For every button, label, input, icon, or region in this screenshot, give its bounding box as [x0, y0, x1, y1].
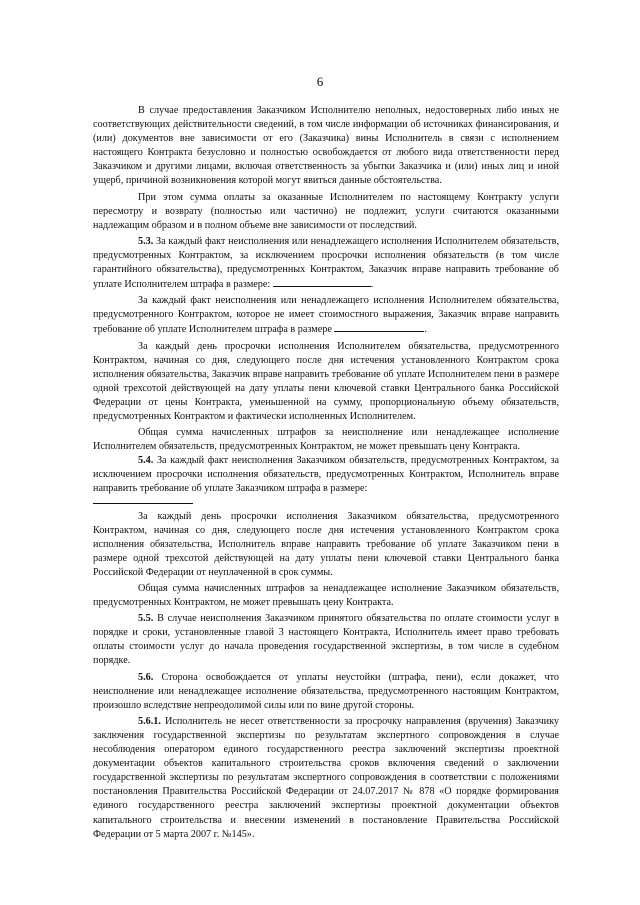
clause-number: 5.6.	[138, 671, 154, 683]
paragraph-text: В случае неисполнения Заказчиком принятого обязательства по оплате стоимости услуг в порядке и сроки, установленные главой 3 настоящего Контракта, Исполнитель имеет право требовать оплаты стоимости услуг до начала проведения государственной экспертизы, в том числе в судебном порядке.	[93, 613, 559, 667]
page-number: 6	[316, 74, 324, 89]
fill-in-blank	[273, 277, 371, 287]
paragraph-text: Исполнитель не несет ответственности за просрочку направления (вручения) Заказчику заключения государственной экспертизы по результатам экспертного сопровождения в случае несоблюдения оператором единого государственного реестра заключений экспертизы проектной документации объектов капитального строительства сроков включения сведений о заключении государственной экспертизы по результатам экспертного сопровождения в соответствии с положениями постановления Правительства Российской Федерации от 24.07.2017 № 878 «О порядке формирования единого государственного реестра заключений экспертизы проектной документации объектов капитального строительства и внесении изменений в постановление Правительства Российской Федерации от 5 марта 2007 г. №145».	[93, 715, 559, 840]
paragraph-text: За каждый день просрочки исполнения Заказчиком обязательства, предусмотренного Контрактом, начиная со дня, следующего после дня истечения установленного Контрактом срока исполнения обязательства, Исполнитель вправе направить требование об уплате Заказчиком пени в размере одной трехсотой действующей на дату уплаты пени ключевой ставки Центрального банка Российской Федерации от неуплаченной в срок суммы.	[93, 510, 559, 578]
paragraph	[93, 294, 559, 337]
paragraph-text: За каждый факт неисполнения Заказчиком обязательств, предусмотренных Контрактом, за исключением просрочки исполнения обязательств, предусмотренных Контрактом, Исполнитель вправе направить требование об уплате Заказчиком штрафа в размере:	[93, 455, 559, 495]
paragraph	[93, 426, 559, 454]
paragraph-text: При этом сумма оплаты за оказанные Исполнителем по настоящему Контракту услуги пересмотру и возврату (полностью или частично) не подлежит, услуги считаются оказанными надлежащим образом и в полном объеме вне зависимости от последствий.	[93, 191, 559, 231]
clause-number: 5.3.	[138, 235, 154, 247]
clause-number: 5.5.	[138, 613, 154, 625]
paragraph-text: В случае предоставления Заказчиком Исполнителю неполных, недостоверных либо иных не соответствующих действительности сведений, в том числе информации об источниках финансирования, и (или) документов вне зависимости от его (Заказчика) вины Исполнитель в связи с исполнением настоящего Контракта безусловно и полностью освобождается от любого вида ответственности перед Заказчиком и другими лицами, включая ответственность за убытки Заказчика и (или) иных лиц и иной ущерб, причиной возникновения которой могут явиться данные обстоятельства.	[93, 105, 559, 187]
paragraph-text: За каждый день просрочки исполнения Исполнителем обязательства, предусмотренного Контрактом, начиная со дня, следующего после дня истечения установленного Контрактом срока исполнения обязательства, Заказчик вправе направить требование об уплате Исполнителем пени в размере одной трехсотой действующей на дату уплаты пени ключевой ставки Центрального банка Российской Федерации от цены Контракта, уменьшенной на сумму, пропорциональную объему обязательств, предусмотренных Контрактом и фактически исполненных Исполнителем.	[93, 340, 559, 422]
paragraph-text: За каждый факт неисполнения или ненадлежащего исполнения Исполнителем обязательств, предусмотренных Контрактом, за исключением просрочки исполнения обязательств (в том числе гарантийного обязательства), предусмотренных Контрактом, Заказчик вправе направить требование об уплате Исполнителем штрафа в размере:	[93, 235, 559, 291]
punctuation: .	[424, 324, 427, 336]
fill-in-blank	[334, 322, 424, 332]
clause-5-6	[93, 671, 559, 713]
punctuation: .	[370, 279, 374, 291]
paragraph-text: За каждый факт неисполнения или ненадлежащего исполнения Исполнителем обязательства, предусмотренного Контрактом, которое не имеет стоимостного выражения, Заказчик вправе направить требование об уплате Исполнителем штрафа в размере	[93, 295, 559, 336]
clause-5-6-1	[93, 715, 559, 842]
clause-number: 5.4.	[138, 455, 154, 467]
fill-in-blank	[93, 497, 193, 504]
paragraph	[93, 340, 559, 425]
document-body	[93, 104, 559, 842]
paragraph	[93, 582, 559, 610]
paragraph-text: Общая сумма начисленных штрафов за ненадлежащее исполнение Заказчиком обязательств, предусмотренных Контрактом, не может превышать цену Контракта.	[93, 583, 559, 609]
clause-number: 5.6.1.	[138, 715, 161, 727]
paragraph	[93, 104, 559, 189]
paragraph	[93, 510, 559, 580]
clause-5-5	[93, 612, 559, 668]
paragraph-text: Общая сумма начисленных штрафов за неисполнение или ненадлежащее исполнение Исполнителем обязательств, предусмотренных Контрактом, не может превышать цену Контракта.	[93, 427, 559, 453]
clause-5-3	[93, 235, 559, 292]
clause-5-4	[93, 454, 559, 496]
paragraph-text: Сторона освобождается от уплаты неустойки (штрафа, пени), если докажет, что неисполнение или ненадлежащее исполнение обязательства, предусмотренного настоящим Контрактом, произошло вследствие непреодолимой силы или по вине другой стороны.	[93, 671, 559, 711]
paragraph	[93, 191, 559, 233]
